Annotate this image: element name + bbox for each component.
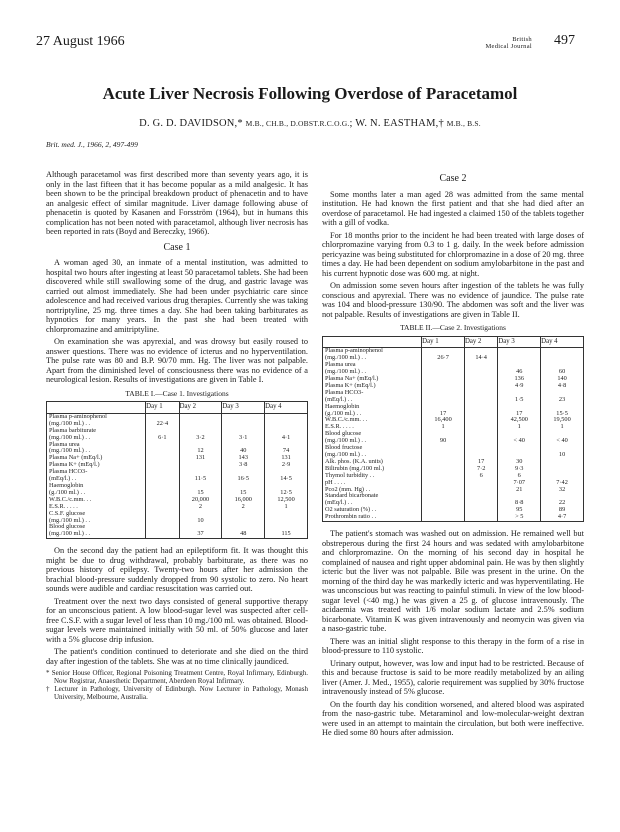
page-number: 497	[554, 33, 575, 48]
table-2-row	[323, 493, 584, 500]
table-2-cell	[464, 487, 497, 494]
table-1-header-cell: Day 4	[265, 402, 308, 414]
table-1-cell	[146, 511, 179, 518]
table-2-cell: 15·5	[541, 411, 584, 418]
table-1-row-label: Plasma p-aminophenol	[47, 413, 146, 420]
journal-line1: British	[512, 36, 532, 43]
table-2-row-label: Haemoglobin	[323, 404, 422, 411]
table-2-row-label: Blood fructose	[323, 445, 422, 452]
table-2-cell	[464, 445, 497, 452]
table-2-row-label: E.S.R. . . . .	[323, 424, 422, 431]
table-2-cell: 4·7	[541, 514, 584, 521]
table-1-cell	[146, 476, 179, 483]
table-2-cell	[464, 514, 497, 521]
table-1-row	[47, 497, 308, 504]
table-2-row-label: (mg./100 ml.) . .	[323, 452, 422, 459]
table-1-row-label: E.S.R. . . . .	[47, 504, 146, 511]
table-2-row	[323, 390, 584, 397]
table-2-cell	[464, 376, 497, 383]
table-2-cell: 6	[464, 473, 497, 480]
table-2-header-cell: Day 3	[498, 336, 541, 348]
table-1-cell: 12,500	[265, 497, 308, 504]
table-2-cell: 60	[541, 369, 584, 376]
table-1-row	[47, 476, 308, 483]
table-1-cell: 131	[265, 455, 308, 462]
intro-paragraph: Although paracetamol was first described more than seventy years ago, it is only in the last fifteen that it has become popular as a mild analgesic. It has been shown to be the principal breakdown product of phenacetin and to have an analgesic effect of similar magnitude. Liver damage following abuse of phenacetin is quoted by Kasanen and Forsström (1964), but in humans this complication has not been noted with paracetamol, although liver necrosis has been reported in rats (Boyd and Bereczky, 1966).	[46, 170, 308, 236]
table-1-row-label: (mEq/l.) . .	[47, 476, 146, 483]
table-1-row-label: C.S.F. glucose	[47, 511, 146, 518]
table-1-row	[47, 518, 308, 525]
table-2-row-label: Alk. phos. (K.A. units)	[323, 459, 422, 466]
table-2-row-label: (mEq/l.) . .	[323, 397, 422, 404]
table-2-row-label: Standard bicarbonate	[323, 493, 422, 500]
table-2-row-label: (g./100 ml.) . .	[323, 411, 422, 418]
table-2-cell: 26·7	[422, 355, 465, 362]
table-1-cell	[265, 518, 308, 525]
table-1-cell	[222, 421, 265, 428]
case-2-paragraph-3: On admission some seven hours after ingestion of the tablets he was fully conscious and apyrexial. There was no evidence of jaundice. The pulse rate was 104 and blood-pressure 130/90. The abdomen was soft and the liver was not palpable. Results of investigations are given in Table II.	[322, 281, 584, 319]
table-2-row-label: O2 saturation (%) . .	[323, 507, 422, 514]
table-1-cell	[146, 531, 179, 538]
table-2-row-label: Plasma Na+ (mEq/l.)	[323, 376, 422, 383]
table-1-cell	[179, 421, 222, 428]
table-1-cell	[146, 504, 179, 511]
table-1-cell	[146, 518, 179, 525]
table-2-row-label: (mg./100 ml.) . .	[323, 438, 422, 445]
table-2-cell	[422, 390, 465, 397]
table-1-row-label: Plasma HCO3-	[47, 469, 146, 476]
table-2-cell: 1	[422, 424, 465, 431]
table-2-header-cell: Day 2	[464, 336, 497, 348]
author-1-degrees: M.B., CH.B., D.OBST.R.C.O.G.	[245, 119, 350, 128]
table-2-header-row	[323, 336, 584, 348]
author-line	[0, 118, 620, 129]
table-1-cell: 3·1	[222, 435, 265, 442]
table-2-cell	[422, 383, 465, 390]
table-1-cell	[179, 413, 222, 420]
table-1-row-label: Plasma Na+ (mEq/l.)	[47, 455, 146, 462]
table-2-row	[323, 473, 584, 480]
table-1-cell: 3·2	[179, 435, 222, 442]
table-1-row	[47, 469, 308, 476]
table-2-cell	[498, 355, 541, 362]
table-1-cell: 2	[222, 504, 265, 511]
table-2-row	[323, 417, 584, 424]
table-1-cell: 115	[265, 531, 308, 538]
table-1-cell: 15	[179, 490, 222, 497]
table-2-row-label: pH . . . .	[323, 480, 422, 487]
table-2-cell: 95	[498, 507, 541, 514]
table-2-cell: > 5	[498, 514, 541, 521]
table-2-row	[323, 397, 584, 404]
table-2-header-cell	[323, 336, 422, 348]
table-1-row-label: (mg./100 ml.) . .	[47, 421, 146, 428]
table-2-cell	[422, 507, 465, 514]
table-2-cell	[422, 452, 465, 459]
table-2-cell: 42,500	[498, 417, 541, 424]
table-2-cell	[464, 480, 497, 487]
table-1-cell	[146, 448, 179, 455]
table-2-cell	[464, 404, 497, 411]
table-2-cell	[498, 348, 541, 355]
table-1-cell	[265, 421, 308, 428]
table-1-cell	[146, 442, 179, 449]
table-2-cell: 7·07	[498, 480, 541, 487]
table-1-header-row	[47, 402, 308, 414]
case-2-paragraph-2: For 18 months prior to the incident he had been treated with large doses of chlorpromazine varying from 0.3 to 1 g. daily. In the week before admission pericyazine was being substituted for chlorpromazine in a dose of 20 mg. three times a day. He had been dependent on sodium amylobarbitone in the past and his current hypnotic dose was 600 mg. at night.	[322, 230, 584, 278]
table-2-cell: 19,500	[541, 417, 584, 424]
journal-name	[462, 36, 532, 50]
table-1-cell	[265, 511, 308, 518]
table-1-header-cell: Day 1	[146, 402, 179, 414]
table-1-row	[47, 435, 308, 442]
table-1-cell	[146, 483, 179, 490]
table-2-cell	[464, 390, 497, 397]
table-1-row	[47, 504, 308, 511]
author-2: W. N. EASTHAM,†	[355, 118, 444, 129]
table-2-cell	[464, 493, 497, 500]
table-2-cell: 10	[541, 452, 584, 459]
table-2-cell: 23	[541, 397, 584, 404]
table-1-row	[47, 531, 308, 538]
table-1-cell	[222, 413, 265, 420]
table-2-cell: 4·9	[498, 383, 541, 390]
table-2-cell: 6	[498, 473, 541, 480]
table-1-row-label: (g./100 ml.) . .	[47, 490, 146, 497]
paragraph-4: Treatment over the next two days consisted of general supportive therapy for an unconscious patient. A low blood-sugar level was suspected after cell-free C.S.F. with a sugar level of less than 10 mg./100 ml. was obtained. Blood-sugar levels were maintained initially with 50 ml. of 50% glucose and later with a 5% glucose drip infusion.	[46, 596, 308, 644]
table-2-cell	[464, 431, 497, 438]
table-2-row-label: Plasma HCO3-	[323, 390, 422, 397]
table-2-cell: 22	[541, 500, 584, 507]
table-2-row-label: (mEq/l.) . .	[323, 500, 422, 507]
table-2-row-label: Blood glucose	[323, 431, 422, 438]
table-2-cell: 8·8	[498, 500, 541, 507]
paragraph-5: The patient's condition continued to deteriorate and she died on the third day after ingestion of the tablets. She was at no time clinically jaundiced.	[46, 647, 308, 666]
table-2-cell	[498, 445, 541, 452]
table-1-row-label: Blood glucose	[47, 524, 146, 531]
table-2	[322, 336, 584, 523]
table-1-header-cell: Day 3	[222, 402, 265, 414]
table-2-row	[323, 404, 584, 411]
table-2-cell	[422, 487, 465, 494]
table-2-cell: 9·3	[498, 466, 541, 473]
table-2-cell	[541, 348, 584, 355]
table-1-row	[47, 483, 308, 490]
table-1-cell	[222, 511, 265, 518]
case-2-paragraph-1: Some months later a man aged 28 was admitted from the same mental institution. He had known the first patient and that she had died after an overdose of paracetamol. He had ingested a claimed 150 of the tablets together with a gill of vodka.	[322, 189, 584, 227]
table-2-cell	[422, 362, 465, 369]
table-2-cell	[422, 514, 465, 521]
table-2-cell: 1·5	[498, 397, 541, 404]
table-2-row-label: Prothrombin ratio . .	[323, 514, 422, 521]
table-1-cell: 16·5	[222, 476, 265, 483]
table-1-cell: 11·5	[179, 476, 222, 483]
table-2-cell: 14·4	[464, 355, 497, 362]
case-2-paragraph-5: There was an initial slight response to this therapy in the form of a rise in blood-pressure to 110 systolic.	[322, 636, 584, 656]
table-2-row	[323, 424, 584, 431]
table-2-cell: < 40	[541, 438, 584, 445]
table-2-cell	[464, 417, 497, 424]
table-2-caption: TABLE II.—Case 2. Investigations	[400, 323, 506, 332]
table-1	[46, 401, 308, 539]
case-1-heading: Case 1	[163, 241, 191, 253]
table-2-cell	[422, 473, 465, 480]
table-1-cell	[222, 518, 265, 525]
table-1-row-label: (mg./100 ml.) . .	[47, 518, 146, 525]
table-1-cell: 14·5	[265, 476, 308, 483]
table-2-cell: 4·8	[541, 383, 584, 390]
table-2-cell: 32	[541, 487, 584, 494]
table-1-cell: 2	[179, 504, 222, 511]
table-2-row	[323, 514, 584, 521]
table-2-header-cell: Day 4	[541, 336, 584, 348]
paragraph-3: On the second day the patient had an epileptiform fit. It was thought this might be due to drug withdrawal, probably barbiturate, as there was no previous history of epilepsy. Twenty-two hours after her admission the brachial blood-pressure suddenly dropped from 90 systolic to zero. No heart sounds were audible and cardiac resuscitation was carried out.	[46, 546, 308, 594]
table-2-cell	[422, 369, 465, 376]
table-2-cell	[541, 459, 584, 466]
case-2-paragraph-7: On the fourth day his condition worsened, and altered blood was aspirated from the naso-gastric tube. Metaraminol and low-molecular-weight dextran were used in an attempt to maintain the circulation, but both were ineffective. He died some 80 hours after admission.	[322, 699, 584, 738]
article-title: Acute Liver Necrosis Following Overdose of Paracetamol	[102, 84, 518, 103]
table-1-cell: 15	[222, 490, 265, 497]
table-1-header-cell	[47, 402, 146, 414]
table-1-cell: 12·5	[265, 490, 308, 497]
table-2-cell	[464, 397, 497, 404]
table-1-cell: 2·9	[265, 462, 308, 469]
table-1-cell: 12	[179, 448, 222, 455]
table-2-cell: 1	[541, 424, 584, 431]
table-1-cell: 20,000	[179, 497, 222, 504]
table-2-row-label: Plasma p-aminophenol	[323, 348, 422, 355]
table-2-cell: 17	[498, 411, 541, 418]
author-2-degrees: M.B., B.S.	[446, 119, 481, 128]
table-2-cell	[464, 507, 497, 514]
case-2-heading: Case 2	[439, 173, 467, 184]
table-2-cell	[422, 466, 465, 473]
table-1-row-label: Haemoglobin	[47, 483, 146, 490]
table-1-row-label: (mg./100 ml.) . .	[47, 435, 146, 442]
table-2-cell: 140	[541, 376, 584, 383]
table-1-row-label: (mg./100 ml.) . .	[47, 531, 146, 538]
table-1-row-label: W.B.C./c.mm. . .	[47, 497, 146, 504]
footnote-2: † Lecturer in Pathology, University of Edinburgh. Now Lecturer in Pathology, Monash University, Melbourne, Australia.	[46, 685, 308, 702]
table-2-cell: 21	[498, 487, 541, 494]
table-2-cell: 17	[464, 459, 497, 466]
author-separator: ;	[349, 118, 353, 129]
table-1-header-cell: Day 2	[179, 402, 222, 414]
table-1-cell: 3·8	[222, 462, 265, 469]
table-1-cell: 131	[179, 455, 222, 462]
table-1-cell	[146, 462, 179, 469]
header-date: 27 August 1966	[36, 34, 125, 49]
table-2-cell	[464, 424, 497, 431]
author-1: D. G. D. DAVIDSON,*	[139, 118, 243, 129]
table-2-row-label: Plasma K+ (mEq/l.)	[323, 383, 422, 390]
table-2-cell: < 40	[498, 438, 541, 445]
table-2-row-label: Plasma urea	[323, 362, 422, 369]
table-2-row-label: Thymol turbidity . .	[323, 473, 422, 480]
table-1-cell: 6·1	[146, 435, 179, 442]
table-2-row	[323, 355, 584, 362]
table-1-cell: 37	[179, 531, 222, 538]
table-2-cell: 30	[498, 459, 541, 466]
left-column	[46, 170, 308, 701]
table-1-row-label: Plasma K+ (mEq/l.)	[47, 462, 146, 469]
table-1-cell: 16,000	[222, 497, 265, 504]
table-1-cell: 48	[222, 531, 265, 538]
table-1-cell	[146, 490, 179, 497]
table-1-cell: 4·1	[265, 435, 308, 442]
table-2-cell	[541, 466, 584, 473]
table-1-cell	[146, 497, 179, 504]
table-2-row-label: Bilirubin (mg./100 ml.)	[323, 466, 422, 473]
table-1-cell	[179, 462, 222, 469]
table-2-row-label: (mg./100 ml.) . .	[323, 369, 422, 376]
table-1-cell: 40	[222, 448, 265, 455]
table-1-row-label: Plasma barbiturate	[47, 428, 146, 435]
table-2-cell	[422, 480, 465, 487]
table-2-cell: 89	[541, 507, 584, 514]
case-1-paragraph-1: A woman aged 30, an inmate of a mental institution, was admitted to hospital two hours after ingesting at least 50 paracetamol tablets. She had been discovered while still swallowing some of the drug, and gastric lavage was carried out almost immediately. She had been under psychiatric care since adolescence and had received various drug therapies. Currently she was taking nortriptyline, 25 mg. three times a day. She had been taking barbiturates as hypnotics for many years. In the past she had been treated with chlorpromazine and amitriptyline.	[46, 258, 308, 334]
right-column	[322, 170, 584, 741]
table-1-cell	[146, 524, 179, 531]
table-2-cell: 7·42	[541, 480, 584, 487]
table-2-cell	[464, 500, 497, 507]
table-2-cell	[422, 493, 465, 500]
table-2-row-label: Pco2 (mm. Hg) . .	[323, 487, 422, 494]
table-2-row-label: (mg./100 ml.) . .	[323, 355, 422, 362]
citation: Brit. med. J., 1966, 2, 497-499	[46, 140, 138, 149]
table-1-cell	[146, 455, 179, 462]
table-2-cell: 16,400	[422, 417, 465, 424]
case-2-paragraph-4: The patient's stomach was washed out on admission. He remained well but obstreperous during the first 24 hours and was sedated with amylobarbitone and chlorpromazine. On the morning of his second day in hospital he complained of nausea and right upper abdominal pain. He was by then slightly icteric but the liver was not palpable. Bile was present in the urine. On the morning of the third day he was markedly icteric and was hyperventilating. He was unconscious but was reacting to painful stimuli. In view of the low blood-sugar level (<40 mg.) he was given a 25 g. of glucose intravenously. The acidaemia was treated with 1/6 molar sodium lactate and 2.5% sodium bicarbonate. Vitamin K was given intravenously and neomycin was given via a naso-gastric tube.	[322, 529, 584, 634]
table-1-cell: 1	[265, 504, 308, 511]
table-2-cell: 90	[422, 438, 465, 445]
table-2-cell: 46	[498, 369, 541, 376]
table-2-cell	[464, 383, 497, 390]
table-1-cell	[146, 469, 179, 476]
table-1-row-label: Plasma urea	[47, 442, 146, 449]
footnotes	[46, 669, 308, 701]
table-2-row-label: W.B.C./c.mm. . .	[323, 417, 422, 424]
table-2-cell: 136	[498, 376, 541, 383]
table-2-cell: 7·2	[464, 466, 497, 473]
table-1-cell: 143	[222, 455, 265, 462]
case-2-paragraph-6: Urinary output, however, was low and input had to be restricted. Because of this and because fructose is said to be more readily metabolized by an ailing liver (Amer. J. Med., 1955), calorie requirement was supplied by 30% fructose intravenously instead of 5% glucose.	[322, 658, 584, 697]
table-1-caption: TABLE I.—Case 1. Investigations	[125, 388, 229, 398]
table-2-cell	[464, 411, 497, 418]
table-2-cell	[422, 376, 465, 383]
table-2-cell: 17	[422, 411, 465, 418]
table-1-cell	[265, 413, 308, 420]
table-1-row-label: (mg./100 ml.) . .	[47, 448, 146, 455]
table-2-header-cell: Day 1	[422, 336, 465, 348]
footnote-1: * Senior House Officer, Regional Poisoning Treatment Centre, Royal Infirmary, Edinburgh. Now Registrar, Anaesthetic Department, Aberdeen Royal Infirmary.	[46, 669, 308, 686]
table-2-cell	[422, 445, 465, 452]
journal-line2: Medical Journal	[485, 43, 532, 50]
table-1-cell: 74	[265, 448, 308, 455]
table-1-cell: 10	[179, 518, 222, 525]
table-2-cell	[464, 438, 497, 445]
table-2-cell	[422, 397, 465, 404]
case-1-paragraph-2: On examination she was apyrexial, and was drowsy but easily roused to answer questions. There was no evidence of icterus and no hyperventilation. The pulse rate was 80 and B.P. 90/70 mm. Hg. The liver was not palpable. Apart from the diminished level of consciousness there was no evidence of a neurological lesion. Results of investigations are given in Table I.	[46, 337, 308, 384]
table-2-cell	[464, 369, 497, 376]
table-2-cell	[422, 500, 465, 507]
table-2-cell	[541, 355, 584, 362]
table-2-cell	[464, 362, 497, 369]
table-2-cell: 1	[498, 424, 541, 431]
table-2-cell	[422, 459, 465, 466]
table-1-cell: 22·4	[146, 421, 179, 428]
